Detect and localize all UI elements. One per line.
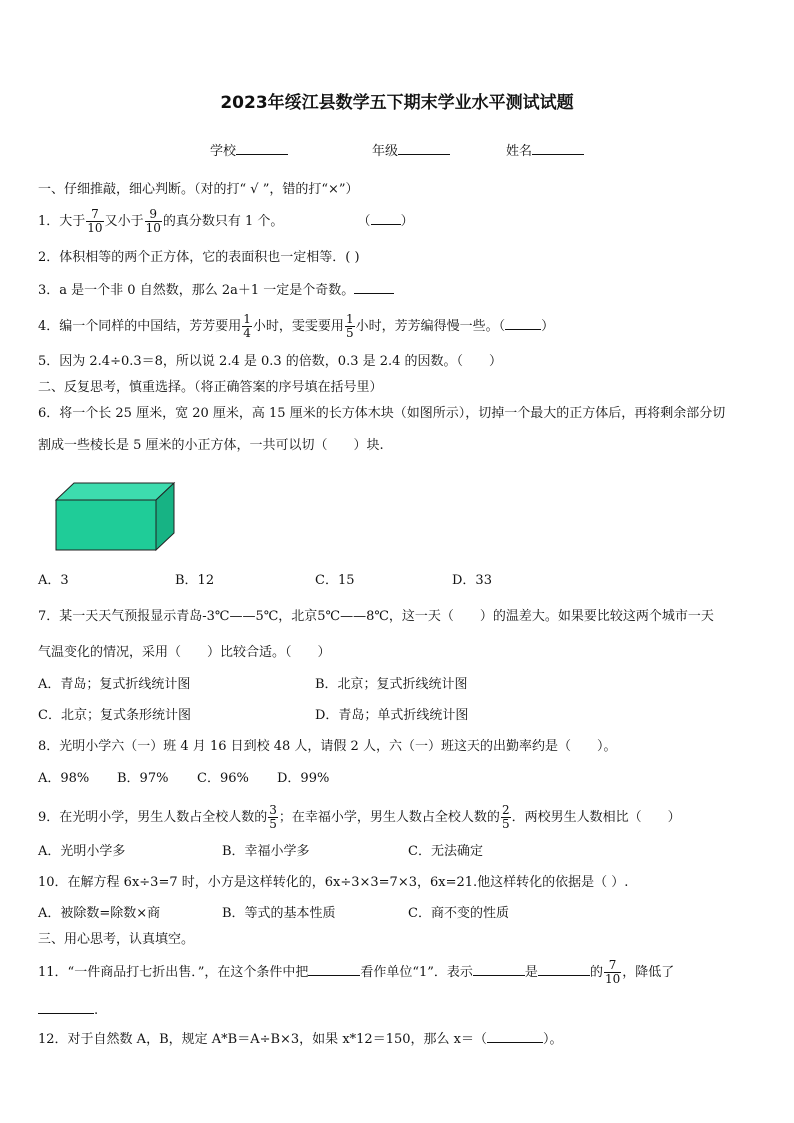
question-7-line-1: 7．某一天天气预报显示青岛-3℃——5℃，北京5℃——8℃，这一天（ ）的温差大。如果要比较这两个城市一天 — [38, 609, 714, 624]
question-5: 5．因为 2.4÷0.3＝8，所以说 2.4 是 0.3 的倍数，0.3 是 2.4 的因数。（ ） — [38, 354, 503, 369]
q10-option-b[interactable]: B．等式的基本性质 — [222, 906, 336, 921]
q9-option-b[interactable]: B．幸福小学多 — [222, 844, 310, 859]
q8-option-b[interactable]: B．97% — [117, 771, 169, 786]
answer-blank[interactable] — [354, 281, 394, 294]
cuboid-figure — [52, 480, 178, 554]
name-field[interactable]: 姓名 — [506, 140, 584, 159]
q6-option-b[interactable]: B．12 — [175, 573, 215, 588]
fraction: $\frac{1}{4}$ — [243, 312, 251, 340]
q7-option-b[interactable]: B．北京；复式折线统计图 — [315, 677, 468, 692]
fraction: $\frac{7}{10}$ — [87, 207, 103, 235]
question-3: 3．a 是一个非 0 自然数，那么 2a＋1 一定是个奇数。 — [38, 281, 394, 300]
answer-blank[interactable] — [38, 1001, 94, 1014]
answer-blank[interactable] — [473, 963, 525, 976]
question-7-line-2: 气温变化的情况，采用（ ）比较合适。（ ） — [38, 645, 331, 660]
fraction: $\frac{7}{10}$ — [604, 958, 621, 986]
section-3-heading: 三、用心思考，认真填空。 — [38, 932, 195, 947]
section-1-heading: 一、仔细推敲，细心判断。（对的打“ √ ”，错的打“×”） — [38, 182, 359, 197]
q7-option-a[interactable]: A．青岛；复式折线统计图 — [38, 677, 191, 692]
q9-option-a[interactable]: A．光明小学多 — [38, 844, 126, 859]
question-6-line-2: 割成一些棱长是 5 厘米的小正方体，一共可以切（ ）块. — [38, 438, 384, 453]
school-field[interactable]: 学校 — [210, 140, 288, 159]
question-12: 12．对于自然数 A，B，规定 A*B＝A÷B×3，如果 x*12＝150，那么 x＝（ ）。 — [38, 1032, 563, 1047]
question-1: 1．大于 $\frac{7}{10}$ 又小于 $\frac{9}{10}$ 的真分数只有 1 个。 （ ） — [38, 207, 414, 235]
question-9: 9．在光明小学，男生人数占全校人数的 $\frac{3}{5}$ ；在幸福小学，男生人数占全校人数的 $\frac{2}{5}$ ．两校男生人数相比（ ） — [38, 803, 681, 831]
question-6-line-1: 6．将一个长 25 厘米，宽 20 厘米，高 15 厘米的长方体木块（如图所示），切掉一个最大的正方体后，再将剩余部分切 — [38, 406, 726, 421]
answer-blank[interactable] — [371, 212, 401, 225]
cuboid-top-face — [56, 483, 174, 500]
q8-option-a[interactable]: A．98% — [38, 771, 90, 786]
question-11: 11．“一件商品打七折出售．”，在这个条件中把 看作单位“1”．表示 是 的 $\frac{7}{10}$ ，降低了 — [38, 958, 675, 986]
question-10: 10．在解方程 6x÷3=7 时，小方是这样转化的，6x÷3×3=7×3，6x=21.他这样转化的依据是（ ）. — [38, 875, 629, 890]
q8-option-c[interactable]: C．96% — [197, 771, 249, 786]
q10-option-c[interactable]: C．商不变的性质 — [408, 906, 509, 921]
grade-field[interactable]: 年级 — [372, 140, 450, 159]
q6-option-c[interactable]: C．15 — [315, 573, 355, 588]
cuboid-front-face — [56, 500, 156, 550]
q10-option-a[interactable]: A．被除数=除数×商 — [38, 906, 161, 921]
answer-blank[interactable] — [487, 1030, 543, 1043]
q7-option-c[interactable]: C．北京；复式条形统计图 — [38, 708, 191, 723]
answer-blank[interactable] — [308, 963, 360, 976]
question-4: 4．编一个同样的中国结，芳芳要用 $\frac{1}{4}$ 小时，雯雯要用 $\frac{1}{5}$ 小时，芳芳编得慢一些。（ ） — [38, 312, 555, 340]
page-title: 2023年绥江县数学五下期末学业水平测试试题 — [220, 93, 574, 113]
q7-option-d[interactable]: D．青岛；单式折线统计图 — [315, 708, 469, 723]
answer-blank[interactable] — [505, 317, 541, 330]
q6-option-d[interactable]: D．33 — [452, 573, 492, 588]
answer-blank[interactable] — [538, 963, 590, 976]
fraction: $\frac{9}{10}$ — [145, 207, 161, 235]
q6-option-a[interactable]: A．3 — [38, 573, 69, 588]
question-2: 2．体积相等的两个正方体，它的表面积也一定相等．( ) — [38, 250, 360, 265]
fraction: $\frac{3}{5}$ — [269, 803, 277, 831]
fraction: $\frac{2}{5}$ — [501, 803, 510, 831]
q9-option-c[interactable]: C．无法确定 — [408, 844, 483, 859]
section-2-heading: 二、反复思考，慎重选择。（将正确答案的序号填在括号里） — [38, 380, 383, 395]
question-11-continued: . — [38, 1001, 98, 1020]
question-8: 8．光明小学六（一）班 4 月 16 日到校 48 人，请假 2 人，六（一）班这天的出勤率约是（ ）。 — [38, 739, 617, 754]
q8-option-d[interactable]: D．99% — [277, 771, 330, 786]
fraction: $\frac{1}{5}$ — [345, 312, 354, 340]
